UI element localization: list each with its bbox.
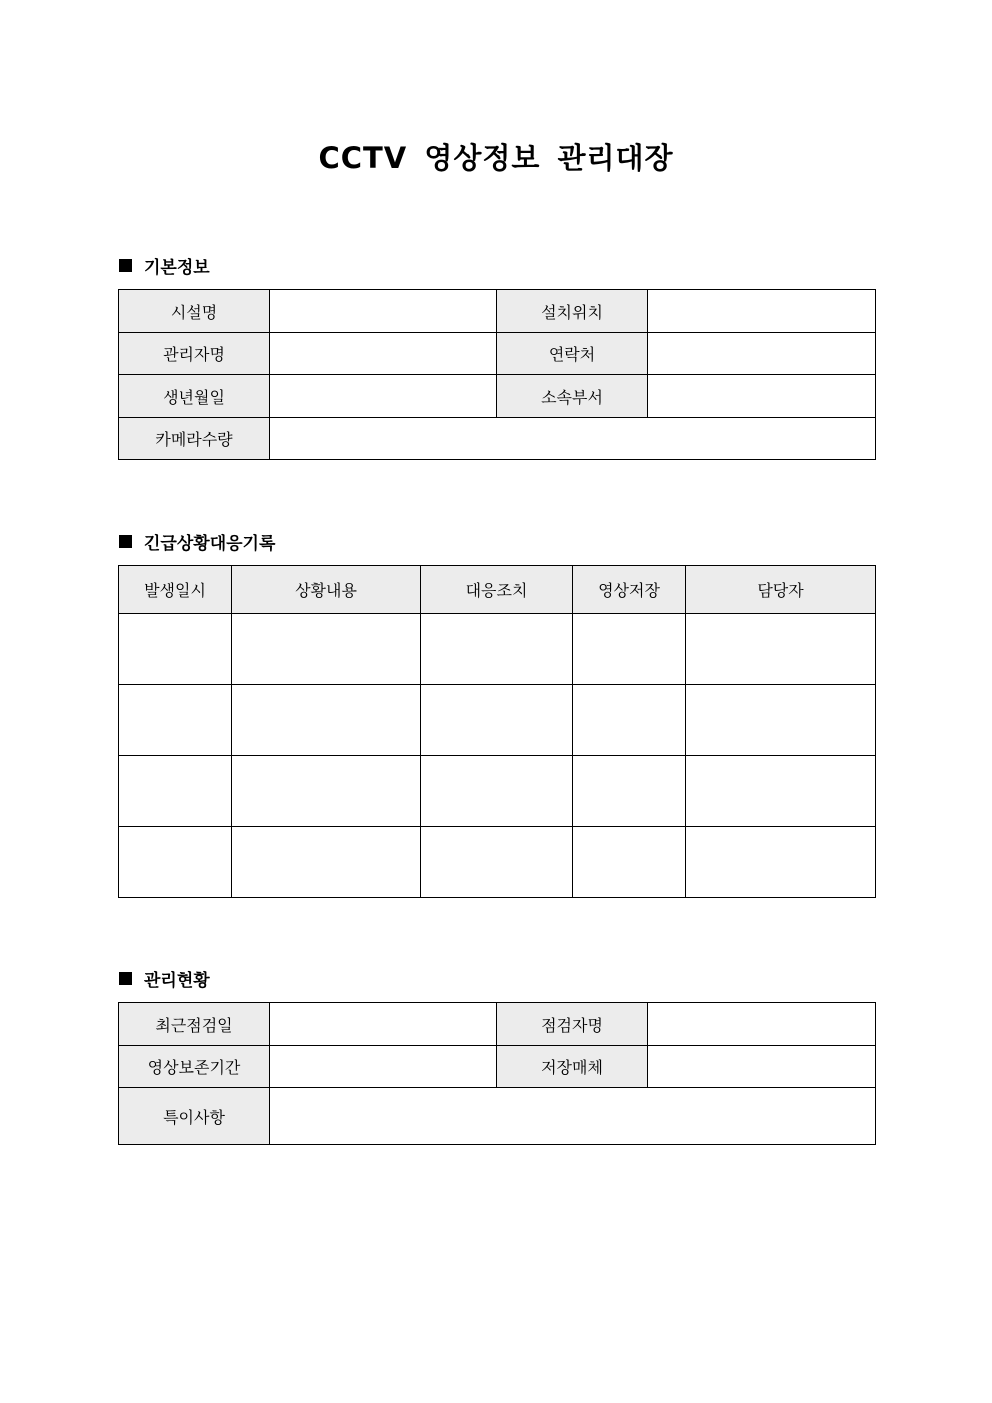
inspector-name-label: 점검자명 bbox=[497, 1003, 648, 1046]
management-table bbox=[118, 1002, 876, 1145]
log-cell[interactable] bbox=[686, 827, 876, 898]
section-heading-label: 관리현황 bbox=[144, 971, 210, 991]
table-row bbox=[119, 418, 876, 460]
log-cell[interactable] bbox=[232, 756, 421, 827]
retention-period-field[interactable] bbox=[270, 1046, 497, 1088]
storage-media-field[interactable] bbox=[648, 1046, 876, 1088]
install-location-label: 설치위치 bbox=[497, 290, 648, 333]
column-header-video-saved: 영상저장 bbox=[573, 566, 686, 614]
section-heading-basic-info bbox=[119, 253, 210, 278]
log-cell[interactable] bbox=[232, 614, 421, 685]
table-row bbox=[119, 614, 876, 685]
log-cell[interactable] bbox=[232, 827, 421, 898]
remarks-field[interactable] bbox=[270, 1088, 876, 1145]
log-cell[interactable] bbox=[421, 827, 573, 898]
section-heading-management bbox=[119, 966, 210, 991]
facility-name-label: 시설명 bbox=[119, 290, 270, 333]
birthdate-label: 생년월일 bbox=[119, 375, 270, 418]
log-cell[interactable] bbox=[119, 827, 232, 898]
last-inspection-date-label: 최근점검일 bbox=[119, 1003, 270, 1046]
log-cell[interactable] bbox=[573, 685, 686, 756]
birthdate-field[interactable] bbox=[270, 375, 497, 418]
log-cell[interactable] bbox=[573, 756, 686, 827]
log-cell[interactable] bbox=[119, 756, 232, 827]
log-cell[interactable] bbox=[573, 827, 686, 898]
table-row bbox=[119, 290, 876, 333]
section-heading-label: 기본정보 bbox=[144, 258, 210, 278]
last-inspection-date-field[interactable] bbox=[270, 1003, 497, 1046]
log-cell[interactable] bbox=[686, 685, 876, 756]
table-row bbox=[119, 1003, 876, 1046]
facility-name-field[interactable] bbox=[270, 290, 497, 333]
table-row bbox=[119, 1088, 876, 1145]
department-label: 소속부서 bbox=[497, 375, 648, 418]
log-cell[interactable] bbox=[119, 685, 232, 756]
storage-media-label: 저장매체 bbox=[497, 1046, 648, 1088]
square-bullet-icon bbox=[119, 535, 132, 548]
table-row bbox=[119, 1046, 876, 1088]
square-bullet-icon bbox=[119, 259, 132, 272]
section-heading-emergency-log bbox=[119, 529, 275, 554]
remarks-label: 특이사항 bbox=[119, 1088, 270, 1145]
emergency-log-table bbox=[118, 565, 876, 898]
install-location-field[interactable] bbox=[648, 290, 876, 333]
log-cell[interactable] bbox=[421, 614, 573, 685]
table-row bbox=[119, 375, 876, 418]
log-cell[interactable] bbox=[232, 685, 421, 756]
contact-label: 연락처 bbox=[497, 333, 648, 375]
log-cell[interactable] bbox=[686, 756, 876, 827]
table-row bbox=[119, 333, 876, 375]
camera-count-field[interactable] bbox=[270, 418, 876, 460]
manager-name-field[interactable] bbox=[270, 333, 497, 375]
table-row bbox=[119, 756, 876, 827]
document-title: CCTV 영상정보 관리대장 bbox=[318, 141, 674, 175]
log-cell[interactable] bbox=[421, 685, 573, 756]
square-bullet-icon bbox=[119, 972, 132, 985]
log-cell[interactable] bbox=[421, 756, 573, 827]
section-heading-label: 긴급상황대응기록 bbox=[144, 534, 276, 554]
inspector-name-field[interactable] bbox=[648, 1003, 876, 1046]
manager-name-label: 관리자명 bbox=[119, 333, 270, 375]
log-cell[interactable] bbox=[119, 614, 232, 685]
log-cell[interactable] bbox=[686, 614, 876, 685]
column-header-situation: 상황내용 bbox=[232, 566, 421, 614]
basic-info-table bbox=[118, 289, 876, 460]
camera-count-label: 카메라수량 bbox=[119, 418, 270, 460]
column-header-response: 대응조치 bbox=[421, 566, 573, 614]
log-cell[interactable] bbox=[573, 614, 686, 685]
contact-field[interactable] bbox=[648, 333, 876, 375]
department-field[interactable] bbox=[648, 375, 876, 418]
table-row bbox=[119, 685, 876, 756]
table-row bbox=[119, 827, 876, 898]
table-header-row bbox=[119, 566, 876, 614]
retention-period-label: 영상보존기간 bbox=[119, 1046, 270, 1088]
column-header-occurred-at: 발생일시 bbox=[119, 566, 232, 614]
column-header-person-in-charge: 담당자 bbox=[686, 566, 876, 614]
